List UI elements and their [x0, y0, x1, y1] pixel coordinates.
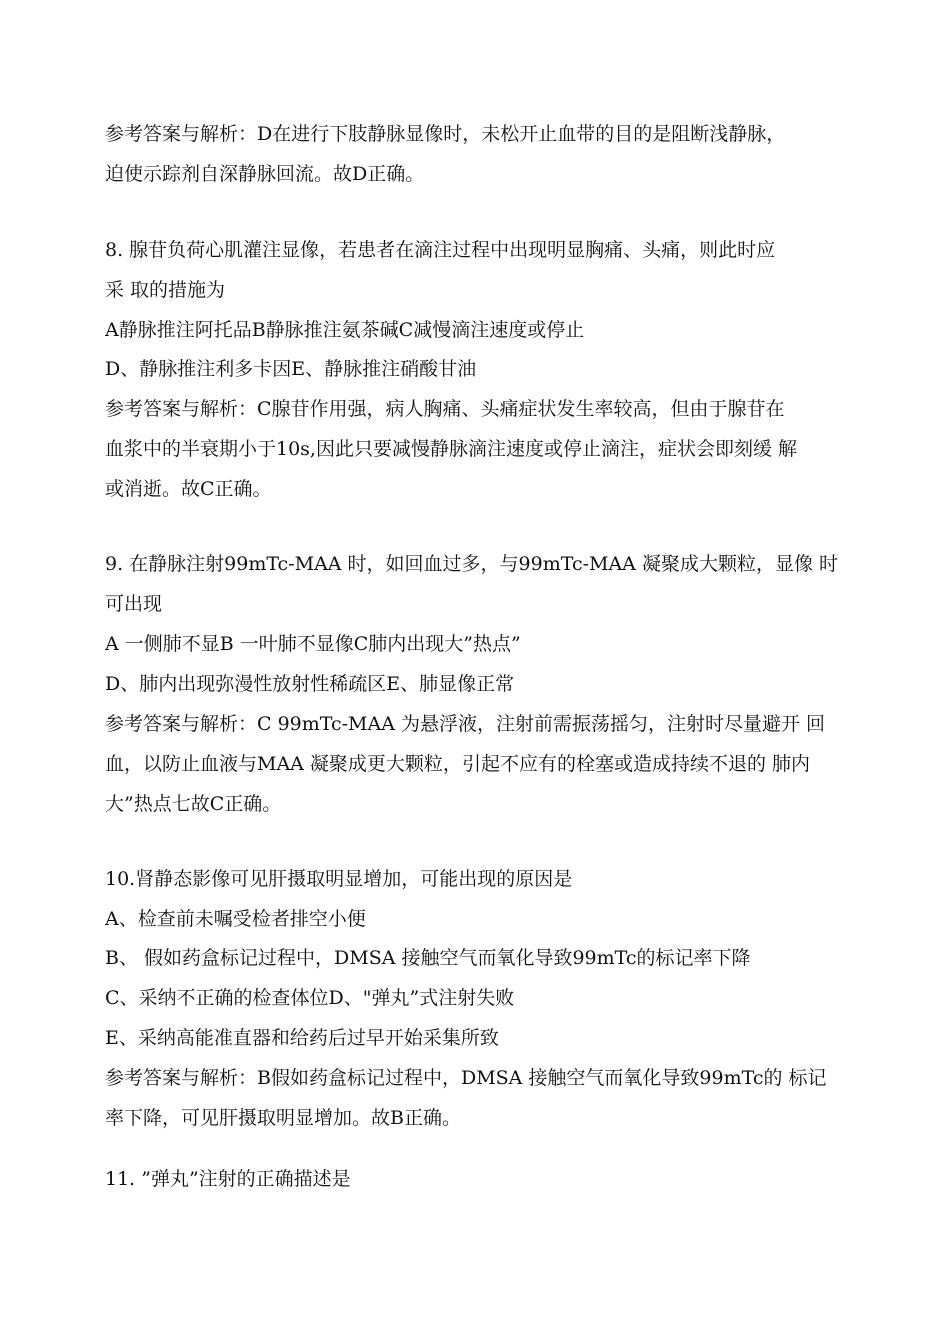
q8-option-line-2: D、静脉推注利多卡因E、静脉推注硝酸甘油: [105, 358, 477, 380]
q9-option-line-1: A 一侧肺不显B 一叶肺不显像C肺内出现大”热点”: [105, 633, 521, 655]
q7-answer-line-1: 参考答案与解析：D在进行下肢静脉显像时，未松开止血带的目的是阻断浅静脉，: [105, 123, 786, 145]
q10-answer-line-1: 参考答案与解析：B假如药盒标记过程中，DMSA 接触空气而氧化导致99mTc的 标记: [105, 1067, 827, 1089]
q9-stem-line-1: 9. 在静脉注射99mTc-MAA 时，如回血过多，与99mTc-MAA 凝聚成大颗粒，显像 时: [105, 553, 838, 575]
q10-option-line-1: A、检查前未嘱受检者排空小便: [105, 908, 366, 930]
q7-answer-line-2: 迫使示踪剂自深静脉回流。故D正确。: [105, 163, 425, 185]
q10-option-line-4: E、采纳高能准直器和给药后过早开始采集所致: [105, 1027, 499, 1049]
q9-answer-line-1: 参考答案与解析：C 99mTc-MAA 为悬浮液，注射前需振荡摇匀，注射时尽量避开 回: [105, 713, 826, 735]
q8-stem-line-1: 8. 腺苷负荷心肌灌注显像，若患者在滴注过程中出现明显胸痛、头痛，则此时应: [105, 239, 776, 261]
q10-stem-line-1: 10.肾静态影像可见肝摄取明显增加，可能出现的原因是: [105, 868, 573, 890]
q8-option-line-1: A静脉推注阿托品B静脉推注氨茶碱C减慢滴注速度或停止: [105, 319, 585, 341]
q8-answer-line-2: 血浆中的半衰期小于10s,因此只要减慢静脉滴注速度或停止滴注，症状会即刻缓 解: [105, 438, 798, 460]
q8-stem-line-2: 采 取的措施为: [105, 279, 226, 301]
q8-answer-line-1: 参考答案与解析：C腺苷作用强，病人胸痛、头痛症状发生率较高，但由于腺苷在: [105, 398, 785, 420]
q9-option-line-2: D、肺内出现弥漫性放射性稀疏区E、肺显像正常: [105, 673, 515, 695]
q9-answer-line-2: 血，以防止血液与MAA 凝聚成更大颗粒，引起不应有的栓塞或造成持续不退的 肺内: [105, 753, 810, 775]
q10-option-line-2: B、 假如药盒标记过程中，DMSA 接触空气而氧化导致99mTc的标记率下降: [105, 947, 751, 969]
q8-answer-line-3: 或消逝。故C正确。: [105, 478, 272, 500]
q9-answer-line-3: 大”热点七故C正确。: [105, 793, 282, 815]
q10-answer-line-2: 率下降，可见肝摄取明显增加。故B正确。: [105, 1107, 461, 1129]
q11-stem-line-1: 11. ”弹丸”注射的正确描述是: [105, 1168, 351, 1190]
q10-option-line-3: C、采纳不正确的检查体位D、"弹丸”式注射失败: [105, 987, 515, 1009]
q9-stem-line-2: 可出现: [105, 593, 163, 615]
